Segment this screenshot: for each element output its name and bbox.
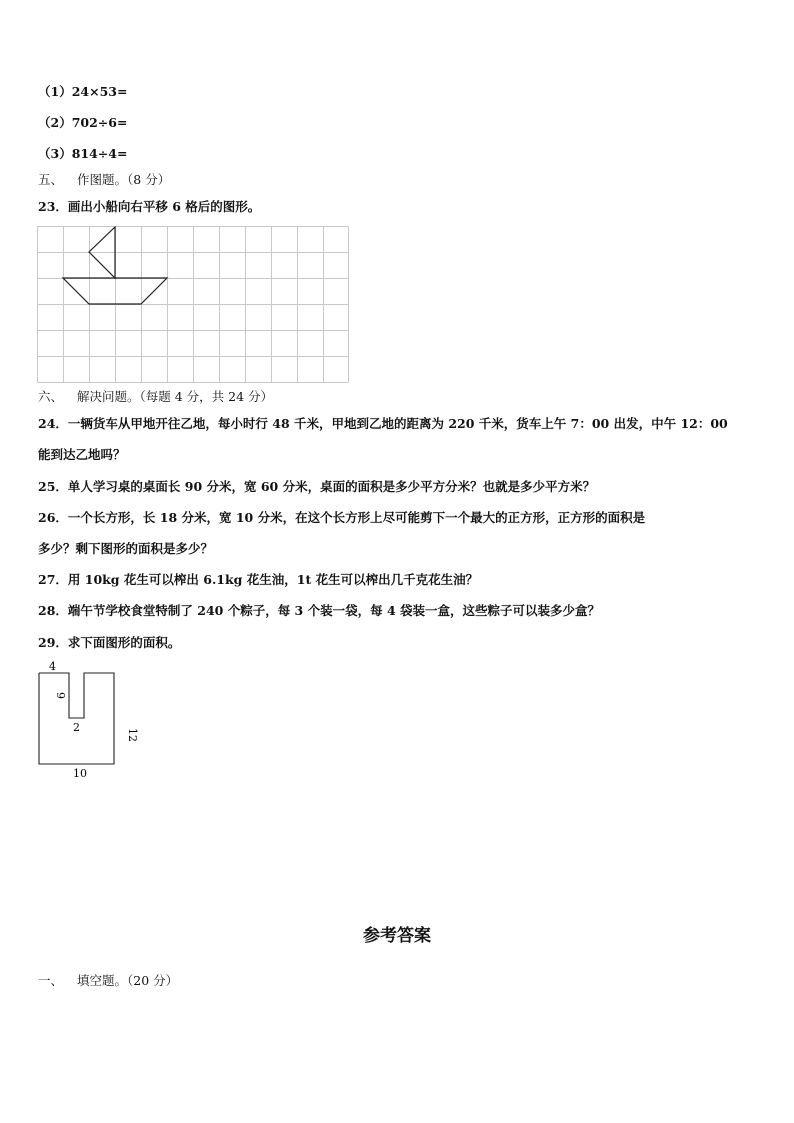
question-24-line-1: 24．一辆货车从甲地开往乙地，每小时行 48 千米，甲地到乙地的距离为 220 千米，货车上午 7：00 出发，中午 12：00 bbox=[38, 416, 728, 431]
label-notch-width: 2 bbox=[73, 721, 80, 734]
label-notch-depth: 6 bbox=[55, 692, 68, 699]
area-figure-outline bbox=[39, 673, 114, 764]
section-5-title: 作图题。（8 分） bbox=[77, 172, 171, 187]
grid-lines bbox=[38, 227, 349, 383]
question-25: 25．单人学习桌的桌面长 90 分米，宽 60 分米，桌面的面积是多少平方分米？也就是多少平方米？ bbox=[38, 479, 596, 494]
section-1-heading bbox=[38, 973, 178, 989]
area-figure bbox=[30, 658, 140, 783]
calc-item-2: （2）702÷6= bbox=[38, 115, 128, 130]
label-top-width: 4 bbox=[49, 660, 56, 673]
section-1-title: 填空题。（20 分） bbox=[77, 973, 179, 988]
question-26-line-1: 26．一个长方形，长 18 分米，宽 10 分米，在这个长方形上尽可能剪下一个最大的正方形，正方形的面积是 bbox=[38, 510, 646, 525]
section-6-title: 解决问题。（每题 4 分，共 24 分） bbox=[77, 389, 274, 404]
question-26-line-2: 多少？剩下图形的面积是多少？ bbox=[38, 541, 214, 556]
label-bottom-width: 10 bbox=[73, 767, 87, 780]
calc-item-1: （1）24×53= bbox=[38, 84, 128, 99]
question-24-line-2: 能到达乙地吗？ bbox=[38, 447, 126, 462]
label-height: 12 bbox=[126, 728, 139, 742]
section-6-heading bbox=[38, 389, 273, 405]
question-27: 27．用 10kg 花生可以榨出 6.1kg 花生油，1t 花生可以榨出几千克花生油？ bbox=[38, 572, 479, 587]
section-5-heading bbox=[38, 172, 170, 188]
question-29: 29．求下面图形的面积。 bbox=[38, 635, 181, 650]
calc-item-3: （3）814÷4= bbox=[38, 146, 128, 161]
question-23: 23．画出小船向右平移 6 格后的图形。 bbox=[38, 199, 261, 214]
question-28: 28．端午节学校食堂特制了 240 个粽子，每 3 个装一袋，每 4 袋装一盒，这些粽子可以装多少盒？ bbox=[38, 603, 600, 618]
section-6-num: 六、 bbox=[38, 389, 64, 404]
boat-grid-figure bbox=[37, 226, 349, 383]
answer-title: 参考答案 bbox=[363, 926, 431, 946]
section-1-num: 一、 bbox=[38, 973, 64, 988]
section-5-num: 五、 bbox=[38, 172, 64, 187]
